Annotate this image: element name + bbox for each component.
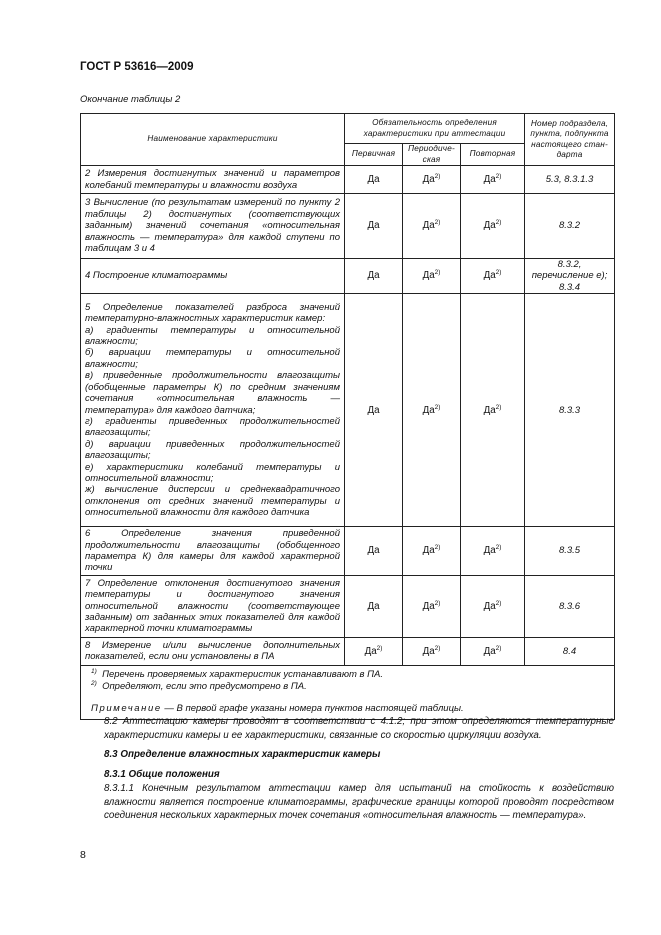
table-row [81, 294, 615, 527]
header-periodic: Периодиче-ская [403, 144, 461, 166]
table-caption: Окончание таблицы 2 [80, 94, 181, 105]
cell-primary: Да [345, 194, 403, 259]
cell-primary: Да [345, 575, 403, 637]
table-note: Примечание — В первой графе указаны номера пунктов настоящей таблицы. [91, 702, 464, 714]
table-notes-row [81, 665, 615, 719]
page-number: 8 [80, 849, 86, 861]
cell-repeat: $Да^{2)}$ [461, 166, 525, 194]
table-row [81, 575, 615, 637]
characteristics-table [80, 113, 615, 720]
cell-periodic: $Да^{2)}$ [403, 166, 461, 194]
row-name: 7 Определение отклонения достигнутого значения температуры и достигнутого значения относительной влажности (соответствующее заданным) от заданных этих показателей для каждой характерной точки климатограммы [81, 575, 345, 637]
cell-section: 8.4 [525, 637, 615, 665]
cell-periodic: $Да^{2)}$ [403, 259, 461, 294]
standard-header: ГОСТ Р 53616—2009 [80, 61, 194, 73]
row-line: г) градиенты приведенных продолжительностей влагозащиты; [85, 415, 340, 439]
row-line: е) характеристики колебаний температуры и относительной влажности; [85, 461, 340, 484]
header-section: Номер подраздела, пункта, подпункта настоящего стан-дарта [525, 114, 615, 166]
table-row [81, 259, 615, 294]
cell-repeat: $Да^{2)}$ [461, 259, 525, 294]
cell-section: 5.3, 8.3.1.3 [525, 166, 615, 194]
cell-repeat: $Да^{2)}$ [461, 575, 525, 637]
header-mandatory: Обязательность определения характеристики при аттестации [345, 114, 525, 144]
header-primary: Первичная [345, 144, 403, 166]
footnote: $^{1)}$ Перечень проверяемых характеристик устанавливают в ПА. [91, 667, 383, 680]
table-row [81, 527, 615, 576]
cell-section: 8.3.5 [525, 527, 615, 576]
cell-repeat: $Да^{2)}$ [461, 527, 525, 576]
cell-periodic: $Да^{2)}$ [403, 637, 461, 665]
cell-periodic: $Да^{2)}$ [403, 194, 461, 259]
paragraph-8-3-1-1: 8.3.1.1 Конечным результатом аттестации камер для испытаний на стойкость к воздействию влажности является построение климатограммы, графические границы которой проводят посредством соединения нескольких характерных точек сочетания «относительная влажность — температура». [104, 783, 614, 822]
row-line: 5 Определение показателей разброса значений температурно-влажностных характеристик камер: [85, 301, 340, 325]
footnote: $^{2)}$ Определяют, если это предусмотрено в ПА. [91, 679, 307, 692]
table-row [81, 194, 615, 259]
row-name: 6 Определение значения приведенной продолжительности влагозащиты (обобщенного параметра К) для камеры для каждой характерной точки [81, 527, 345, 576]
heading-8-3-1: 8.3.1 Общие положения [104, 769, 220, 780]
cell-periodic: $Да^{2)}$ [403, 527, 461, 576]
cell-repeat: $Да^{2)}$ [461, 294, 525, 527]
cell-primary: Да [345, 527, 403, 576]
row-line: ж) вычисление дисперсии и среднеквадратичного отклонения от средних значений температуры и относительной влажности для каждого датчика [85, 484, 340, 519]
cell-repeat: $Да^{2)}$ [461, 637, 525, 665]
row-name: 2 Измерения достигнутых значений и параметров колебаний температуры и влажности воздуха [81, 166, 345, 194]
cell-repeat: $Да^{2)}$ [461, 194, 525, 259]
header-repeat: Повторная [461, 144, 525, 166]
row-line: б) вариации температуры и относительной влажности; [85, 347, 340, 370]
row-name: 3 Вычисление (по результатам измерений по пункту 2 таблицы 2) достигнутых (соответствующих заданным) значений сочетания «относительная влажность — температура» для каждой ступени по таблицам 3 и 4 [81, 194, 345, 259]
cell-primary: $Да^{2)}$ [345, 637, 403, 665]
row-name: 8 Измерение и/или вычисление дополнительных показателей, если они установлены в ПА [81, 637, 345, 665]
cell-section: 8.3.3 [525, 294, 615, 527]
cell-periodic: $Да^{2)}$ [403, 575, 461, 637]
cell-section: 8.3.2 [525, 194, 615, 259]
row-line: в) приведенные продолжительности влагозащиты (обобщенные параметры К) по средним значениям сочетания «относительная влажность — температура» для каждого датчика; [85, 370, 340, 416]
paragraph-8-2: 8.2 Аттестацию камеры проводят в соответствии с 4.1.2; при этом определяются температурные характеристики камеры и ее характеристики, связанные со скоростью циркуляции воздуха. [104, 716, 614, 741]
cell-primary: Да [345, 166, 403, 194]
header-name: Наименование характеристики [81, 114, 345, 166]
heading-8-3: 8.3 Определение влажностных характеристик камеры [104, 749, 381, 760]
cell-section: 8.3.6 [525, 575, 615, 637]
table-notes [81, 665, 615, 719]
row-line: д) вариации приведенных продолжительностей влагозащиты; [85, 438, 340, 462]
cell-primary: Да [345, 259, 403, 294]
row-line: а) градиенты температуры и относительной влажности; [85, 324, 340, 348]
row-name: 4 Построение климатограммы [81, 259, 345, 294]
row-name [81, 294, 345, 527]
table-row [81, 637, 615, 665]
cell-primary: Да [345, 294, 403, 527]
cell-periodic: $Да^{2)}$ [403, 294, 461, 527]
table-row [81, 166, 615, 194]
cell-section: 8.3.2, перечисление е); 8.3.4 [525, 259, 615, 294]
